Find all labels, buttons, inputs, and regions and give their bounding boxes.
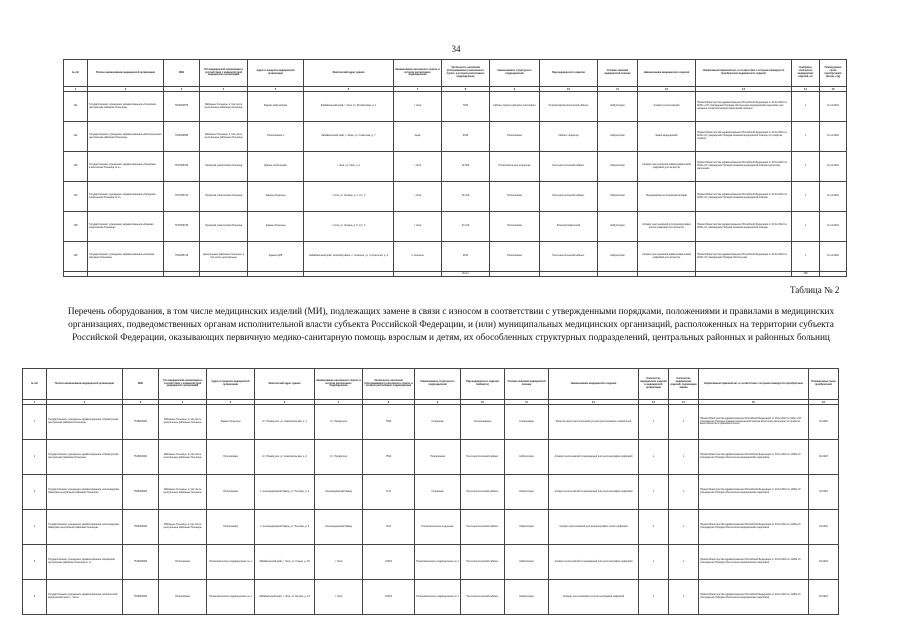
table-cell: 5	[23, 545, 47, 580]
table-cell: 7518000000	[123, 440, 159, 475]
table-cell: Государственное учреждение здравоохранения «Агинская окружная больница»	[88, 242, 164, 272]
column-header: Вид медицинского изделия (кабинета)	[461, 369, 505, 400]
table-cell: Александровский Завод	[315, 475, 363, 510]
table-cell: Аппарат рентгеновский для флюорографии легких цифровой	[549, 510, 639, 545]
table-cell: 1	[792, 152, 820, 182]
table-cell: Поликлиническое подразделение № 1	[415, 545, 461, 580]
table-cell: 11.12.2024	[820, 182, 847, 212]
table-cell	[638, 272, 696, 277]
table-cell: Поликлиника	[415, 440, 461, 475]
column-number: 1	[64, 87, 88, 92]
table-cell	[88, 272, 164, 277]
table-cell: 4	[23, 510, 47, 545]
table-cell: 1	[792, 92, 820, 122]
column-number: 5	[248, 87, 304, 92]
column-number: 12	[638, 87, 696, 92]
table-cell: 1	[669, 545, 699, 580]
table-cell: Районные больницы, в том числе центральные районные больницы	[159, 405, 207, 440]
table-row	[64, 122, 847, 152]
table-cell: Рентгенологический кабинет	[461, 545, 505, 580]
table-cell: 16433	[363, 545, 415, 580]
table-cell: пгт. Приаргунск, ул. Комсомольская, д. 2	[255, 440, 315, 475]
table-cell: Рентгенологический кабинет	[461, 440, 505, 475]
table-cell: Монитор анестезиологический для контроля основных показателей	[549, 405, 639, 440]
table-cell	[490, 272, 540, 277]
column-number: 16	[809, 400, 839, 405]
table-cell: г. Чита, ул. Ленина, д. 2, стр. 3	[304, 182, 394, 212]
column-header: Наименование медицинского изделия	[549, 369, 639, 400]
table-cell: 11.12.2022	[820, 242, 847, 272]
table-cell: Приказ Министерства здравоохранения Российской Федерации от 20.12.2012 № 1183н «Об утверждении Порядка обеспечения медицинскими изделиями для оказания первичной медико-санитарной помощи»	[696, 92, 792, 122]
table-cell: Районные больницы, в том числе центральные районные больницы	[200, 92, 248, 122]
column-header: Планируемые сроки приобретения (месяц, год)	[820, 60, 847, 87]
table-row	[23, 545, 839, 580]
table-cell: Государственное учреждение здравоохранения «Шелопугинская центральная районная больница»	[88, 122, 164, 152]
table-cell: 1	[669, 510, 699, 545]
table-cell: 7524004875	[164, 92, 200, 122]
table-cell: 02.2023	[809, 440, 839, 475]
column-header: Фактический адрес здания	[255, 369, 315, 400]
table-row	[23, 510, 839, 545]
table-cell: Аппарат рентгеновский маммографический цифровой для экспертиз	[638, 152, 696, 182]
table-cell: Центральные районные больницы, в том числе центральные	[200, 242, 248, 272]
table-cell: Поликлиника	[207, 440, 255, 475]
table-cell: Амбулаторно	[505, 580, 549, 615]
table-cell	[696, 272, 792, 277]
table-row	[64, 182, 847, 212]
table-row	[64, 212, 847, 242]
column-number: 2	[88, 87, 164, 92]
column-number: 2	[47, 400, 123, 405]
column-number: 8	[442, 87, 490, 92]
table-cell: Аппарат рентгеновский стационарный для рентгенографии цифровой	[549, 545, 639, 580]
table-cell	[304, 272, 394, 277]
table-cell: Передвижной рентгеновский аппарат	[638, 182, 696, 212]
table-cell: 1	[792, 242, 820, 272]
table-cell: Амбулаторно	[505, 475, 549, 510]
total-value: 135	[792, 272, 820, 277]
table-row	[23, 405, 839, 440]
table-cell: Александровский Завод	[315, 510, 363, 545]
table-cell: 32 366	[442, 152, 490, 182]
column-header: ИНН	[164, 60, 200, 87]
column-header: Численность населения (обслуживаемого) населенного пункта, в котором расположено подразделение	[442, 60, 490, 87]
column-number: 13	[696, 87, 792, 92]
table-cell: Здание больницы	[248, 212, 304, 242]
table-cell: Кыра	[394, 122, 442, 152]
table-cell: 1	[639, 580, 669, 615]
table-cell: Государственное учреждение здравоохранения «Александрово-Заводская центральная районная больница»	[47, 475, 123, 510]
table-cell: Рентгенологический кабинет	[461, 510, 505, 545]
table-cell: 6346	[442, 122, 490, 152]
column-number: 14	[792, 87, 820, 92]
table-cell: Государственное учреждение здравоохранения «Каларская центральная районная больница № 1»	[47, 545, 123, 580]
table-cell: Забайкальский край, г. Чита, ул. Горько, д. 30	[255, 545, 315, 580]
table-cell: Государственное учреждение здравоохранения «Городская клиническая больница № 1»	[88, 152, 164, 182]
table-cell: Флюорографический	[540, 212, 598, 242]
table-cell: Амбулаторно	[505, 545, 549, 580]
table-cell: 7560	[363, 405, 415, 440]
table-cell: Районные больницы, в том числе центральные районные больницы	[200, 122, 248, 152]
column-number: 7	[315, 400, 363, 405]
table-cell: 103	[64, 152, 88, 182]
table-cell: Поликлиника	[159, 580, 207, 615]
table-cell: 7536000000	[123, 580, 159, 615]
table-cell: Амбулаторно	[505, 510, 549, 545]
table-cell: 1	[639, 440, 669, 475]
table-cell: Поликлиническое подразделение № 1	[207, 580, 255, 615]
table-cell	[820, 272, 847, 277]
table-row	[23, 580, 839, 615]
column-header: № п/п	[64, 60, 88, 87]
column-number: 6	[304, 87, 394, 92]
table-cell: 7141	[363, 510, 415, 545]
column-header: ИНН	[123, 369, 159, 400]
table-cell: 7531006719	[164, 242, 200, 272]
column-number: 3	[123, 400, 159, 405]
table-row	[64, 242, 847, 272]
column-number: 12	[549, 400, 639, 405]
page-number: 34	[451, 44, 461, 54]
table-cell: Поликлиника	[490, 242, 540, 272]
total-label: Итого	[442, 272, 490, 277]
table-cell: пгт. Приаргунск	[315, 440, 363, 475]
table-cell: 11.12.2024	[820, 212, 847, 242]
table-cell: Районные больницы, в том числе центральные районные больницы	[159, 510, 207, 545]
table-cell: 102	[64, 122, 88, 152]
table-cell: Государственное учреждение здравоохранения «Клинический медицинский центр г. Читы»	[47, 580, 123, 615]
equipment-table-1	[63, 59, 847, 277]
table-cell: 11.12.2024	[820, 92, 847, 122]
table-cell: Районные больницы, в том числе центральные районные больницы	[159, 440, 207, 475]
table-cell: Государственное учреждение здравоохранения «Приаргунская центральная районная больница»	[47, 440, 123, 475]
table-cell: Приказ Министерства здравоохранения Российской Федерации от 20.12.2012 № 1183н об утверждении Порядка обеспечения медицинскими изделиями	[699, 580, 809, 615]
table-cell: Амбулаторно	[505, 440, 549, 475]
column-header: Наименование медицинского изделия	[638, 60, 696, 87]
table-cell: Поликлиника	[490, 182, 540, 212]
table-cell: Поликлиника	[159, 545, 207, 580]
table-cell: 7537009744	[164, 182, 200, 212]
table-cell: Приказ Министерства здравоохранения Российской Федерации от 20.12.2012 № 1183н об утверждении Порядка обеспечения медицинскими изделиями	[699, 510, 809, 545]
table-cell: Стационарно	[505, 405, 549, 440]
column-header: Планируемые сроки приобретения	[809, 369, 839, 400]
table-cell: Поликлиническое отделение	[490, 152, 540, 182]
table-cell: Здание ЦРБ	[248, 242, 304, 272]
table-cell: г. Чита	[394, 182, 442, 212]
table-cell	[64, 272, 88, 277]
column-number: 10	[540, 87, 598, 92]
table-row	[64, 152, 847, 182]
table-cell: 1	[669, 440, 699, 475]
table-cell: 1	[792, 122, 820, 152]
table-cell: Государственное учреждение здравоохранения «Городская клиническая больница № 2»	[88, 182, 164, 212]
column-header: Условие оказания медицинской помощи	[505, 369, 549, 400]
table-cell: Здание поликлиники	[248, 152, 304, 182]
table-cell	[248, 272, 304, 277]
table-cell: Аппарат рентгеновский стационарный для рентгенографии цифровой	[549, 440, 639, 475]
table-cell: г. Чита, ул. Ленина, д. 5, стр. 3	[304, 212, 394, 242]
table-cell: Государственное учреждение здравоохранения «Приаргунская центральная районная больница»	[47, 405, 123, 440]
column-number: 14	[669, 400, 699, 405]
table-cell: Амбулаторно	[598, 242, 638, 272]
table-cell: Аппарат рентгеновский	[638, 92, 696, 122]
column-header: Нормативный правовой акт, в соответствии с которым планируется приобретение медицинского изделия	[696, 60, 792, 87]
table-cell: Забайкальский край, г. Чита, ул. Бутина, д. 12	[255, 580, 315, 615]
table-cell: Приказ Министерства здравоохранения Российской Федерации от 20.12.2012 № 1183н об утверждении Порядка оказания медицинской помощи	[696, 182, 792, 212]
table-cell: Здание амбулатории	[248, 92, 304, 122]
table-cell: Поликлиника	[207, 510, 255, 545]
column-header: Количество медицинских изделий в медицинской организации	[639, 369, 669, 400]
column-number: 15	[699, 400, 809, 405]
column-header: Наименование структурного подразделения	[490, 60, 540, 87]
table-cell: 7505000000	[123, 510, 159, 545]
table-cell: Амбулаторно	[598, 152, 638, 182]
column-header: Количество медицинских изделий, подлежащих замене	[669, 369, 699, 400]
column-header: Вид медицинского изделия	[540, 60, 598, 87]
table-cell: 03.2023	[809, 545, 839, 580]
table-cell: Государственное учреждение здравоохранения «Александрово-Заводская центральная районная больница»	[47, 510, 123, 545]
table-cell: 1	[639, 475, 669, 510]
table-cell: 7516000000	[123, 545, 159, 580]
table-cell: Государственное учреждение здравоохранения «Краевая клиническая больница»	[88, 212, 164, 242]
table-cell: Кабинет педиатра	[540, 122, 598, 152]
table-cell: Государственное учреждение здравоохранения «Хилокская центральная районная больница»	[88, 92, 164, 122]
table-cell: Поликлиника	[490, 122, 540, 152]
table-cell: с. Александровский Завод, ул. Петрова, д. 9	[255, 475, 315, 510]
table-cell: 7562	[363, 440, 415, 475]
table-cell: Рентгенологический кабинет	[540, 152, 598, 182]
column-header: Адрес в пределах медицинской организации	[248, 60, 304, 87]
table-cell: 1	[669, 580, 699, 615]
table-cell: 7003	[442, 92, 490, 122]
column-header: Полное наименование медицинской организации	[88, 60, 164, 87]
table-cell: 7537009745	[164, 212, 200, 242]
table-cell: 23 416	[442, 212, 490, 242]
column-header: Тип медицинской организации в соответствии с номенклатурой медицинских организаций	[159, 369, 207, 400]
table-cell: 7141	[363, 475, 415, 510]
table-cell: 2	[23, 440, 47, 475]
table-cell: 1	[639, 405, 669, 440]
column-header: Наименование населенного пункта, в котором расположено подразделение	[394, 60, 442, 87]
column-header: Численность населения (обслуживаемого) населенного пункта, в котором расположено подразделение	[363, 369, 415, 400]
column-number: 9	[415, 400, 461, 405]
column-number: 3	[164, 87, 200, 92]
table-cell: Приказ Министерства здравоохранения Российской Федерации от 20.12.2012 № 1183н об утверждении Порядка обеспечения медицинскими изделиями	[699, 475, 809, 510]
table-cell: г. Чита	[315, 580, 363, 615]
table-cell: 11.12.2024	[820, 122, 847, 152]
table-cell: 16433	[363, 580, 415, 615]
column-number: 8	[363, 400, 415, 405]
table-cell: 03.2023	[809, 580, 839, 615]
table-cell: Рентгенологический кабинет	[540, 242, 598, 272]
table-cell: 01.2023	[809, 405, 839, 440]
column-header: Наименование структурного подразделения	[415, 369, 461, 400]
table-cell: Аппарат рентгеновский для рентгенографии цифровой	[549, 580, 639, 615]
table-cell: Оториноларингологический кабинет	[540, 92, 598, 122]
table-cell: Городская клиническая больница	[200, 182, 248, 212]
table-cell: Здание больницы	[248, 182, 304, 212]
document-title: Перечень оборудования, в том числе медицинских изделий (МИ), подлежащих замене в связи с износом в соответствии с утвержденными порядками, положениями и правилами в медицинских организациях, подведомственных органам исполнительной власти субъекта Российской Федерации, и (или) муниципальных медицинских организаций, расположенных на территории субъекта Российской Федерации, оказывающих первичную медико-санитарную помощь взрослым и детям, их обособленных структурных подразделений, центральных районных и районных больниц	[67, 307, 835, 343]
table-cell: 104	[64, 182, 88, 212]
table-cell: 26 416	[442, 182, 490, 212]
table-cell: г. Чита	[315, 545, 363, 580]
table-cell: с. Александровский Завод, ул. Петрова, д. 9	[255, 510, 315, 545]
column-header: Условие оказания медицинской помощи	[598, 60, 638, 87]
table-cell: 1	[639, 510, 669, 545]
column-number: 4	[159, 400, 207, 405]
table-cell: 7505000000	[123, 475, 159, 510]
table-cell: Здание больницы	[207, 405, 255, 440]
column-number: 13	[639, 400, 669, 405]
table-cell: 1	[669, 475, 699, 510]
table-cell: Аппарат рентгеновский маммографический цифровой для экспертиз	[638, 242, 696, 272]
table-cell: 7537009763	[164, 152, 200, 182]
table-cell: Приказ Министерства здравоохранения Российской Федерации от 20.12.2012 № 1183н об утверждении Порядка обеспечения медицинскими изделиями	[699, 440, 809, 475]
table-cell: 101	[64, 92, 88, 122]
table-cell: Поликлиническое подразделение № 1	[415, 580, 461, 615]
column-number: 4	[200, 87, 248, 92]
column-header: № п/п	[23, 369, 47, 400]
table-cell: Рентгенологический кабинет	[461, 475, 505, 510]
column-number: 5	[207, 400, 255, 405]
table-cell: 1	[792, 182, 820, 212]
table-cell: Приказ Министерства здравоохранения Российской Федерации от 15.11.2012 № 919н «Об утверждении Порядка оказания медицинской помощи взрослому населению по профилю анестезиология и реаниматология»	[699, 405, 809, 440]
table-cell: 03.2023	[809, 475, 839, 510]
table-cell: 11.12.2024	[820, 152, 847, 182]
column-header: Требуемое количество медицинских изделий, шт	[792, 60, 820, 87]
table-row	[64, 92, 847, 122]
column-number: 11	[598, 87, 638, 92]
table-cell	[394, 272, 442, 277]
table-cell: 1	[23, 405, 47, 440]
table-cell: 6	[23, 580, 47, 615]
table-cell: Рентгенологический кабинет	[540, 182, 598, 212]
table-cell: Стационар	[415, 405, 461, 440]
table-cell: Амбулаторно	[598, 122, 638, 152]
table-cell: Амбулаторно	[598, 182, 638, 212]
column-number: 11	[505, 400, 549, 405]
table-cell: 7518000000	[123, 405, 159, 440]
table-cell	[200, 272, 248, 277]
table-cell: Приказ Министерства здравоохранения Российской Федерации от 20.12.2012 № 1183н об утверждении Порядка оказания медицинской помощи по профилю терапия	[696, 122, 792, 152]
total-row	[64, 272, 847, 277]
table-cell: 2914	[442, 242, 490, 272]
table-cell	[598, 272, 638, 277]
table-caption: Таблица № 2	[790, 285, 840, 295]
table-cell: Стационар	[415, 475, 461, 510]
table-cell: Забайкальский край, г. Чита, ул. Богомягкова, д. 1	[304, 92, 394, 122]
table-cell: 1	[669, 405, 699, 440]
table-cell: Приказ Министерства здравоохранения Российской Федерации от 20.12.2012 № 1183н об утверждении Порядка оказания медицинской помощи взрослому населению	[696, 152, 792, 182]
table-row	[23, 475, 839, 510]
column-number: 10	[461, 400, 505, 405]
table-cell	[540, 272, 598, 277]
table-cell: Приказ Министерства здравоохранения Российской Федерации от 20.12.2012 № 1183н об утверждении Порядка оказания медицинской помощи	[696, 212, 792, 242]
table-cell: Аппарат рентгеновский стационарный для рентгенографии цифровой	[549, 475, 639, 510]
table-cell: Поликлиника	[490, 212, 540, 242]
table-cell: п. Агинское	[394, 242, 442, 272]
table-cell: Шкаф медицинский	[638, 122, 696, 152]
table-cell: 1	[792, 212, 820, 242]
table-cell: Приказ Министерства здравоохранения Российской Федерации от 20.12.2012 № 1183н об утверждении Порядка обеспечения медицинскими изделиями	[699, 545, 809, 580]
table-cell: 03.2023	[809, 510, 839, 545]
table-cell: Городская клиническая больница	[200, 212, 248, 242]
table-cell: Амбулаторно	[598, 92, 638, 122]
table-cell: 106	[64, 242, 88, 272]
column-header: Наименование населенного пункта, в котором расположено подразделение	[315, 369, 363, 400]
column-number: 9	[490, 87, 540, 92]
table-cell: г. Чита	[394, 212, 442, 242]
table-cell: Рентгенологический кабинет	[461, 580, 505, 615]
column-number: 15	[820, 87, 847, 92]
table-cell: 105	[64, 212, 88, 242]
table-cell: 7524009968	[164, 122, 200, 152]
column-number: 7	[394, 87, 442, 92]
table-cell: Приказ Министерства здравоохранения Российской Федерации от 20.12.2012 № 1183н об утверждении Порядка обеспечения	[696, 242, 792, 272]
equipment-table-2	[22, 368, 839, 615]
table-cell: Поликлиника 1	[248, 122, 304, 152]
table-cell: Поликлиническое подразделение № 1	[207, 545, 255, 580]
column-header: Полное наименование медицинской организации	[47, 369, 123, 400]
table-cell: Районные больницы, в том числе центральные районные больницы	[159, 475, 207, 510]
table-cell	[164, 272, 200, 277]
table-cell: Амбулаторно	[598, 212, 638, 242]
column-number: 6	[255, 400, 315, 405]
table-cell: г. Чита	[394, 152, 442, 182]
column-header: Адрес в пределах медицинской организации	[207, 369, 255, 400]
table-cell: 1	[639, 545, 669, 580]
column-header: Фактический адрес здания	[304, 60, 394, 87]
table-cell: Забайкальский край, с. Кыра, ул. Советская, д. 7	[304, 122, 394, 152]
table-cell: Поликлиническое отделение	[415, 510, 461, 545]
column-number: 1	[23, 400, 47, 405]
table-cell: Кабинет врача-терапевта участкового	[490, 92, 540, 122]
table-cell: Оперированное	[461, 405, 505, 440]
column-header: Нормативный правовой акт, в соответствии с которым планируется приобретение	[699, 369, 809, 400]
table-cell: Поликлиника	[207, 475, 255, 510]
column-header: Тип медицинской организации в соответствии с номенклатурой медицинских организаций	[200, 60, 248, 87]
table-cell: Забайкальский край, Агинский район, п. Агинское, ул. Строителей, д. 9	[304, 242, 394, 272]
table-cell: Городская клиническая больница	[200, 152, 248, 182]
table-cell: г. Чита	[394, 92, 442, 122]
table-cell: пгт. Приаргунск, ул. Комсомольская, д. 1	[255, 405, 315, 440]
table-cell: пгт. Приаргунск	[315, 405, 363, 440]
table-row	[23, 440, 839, 475]
table-cell: г. Чита, ул. Лазо, д. 1	[304, 152, 394, 182]
table-cell: Аппарат рентгеновский для флюорографии легких цифровой для экспертиз	[638, 212, 696, 242]
table-cell: 3	[23, 475, 47, 510]
